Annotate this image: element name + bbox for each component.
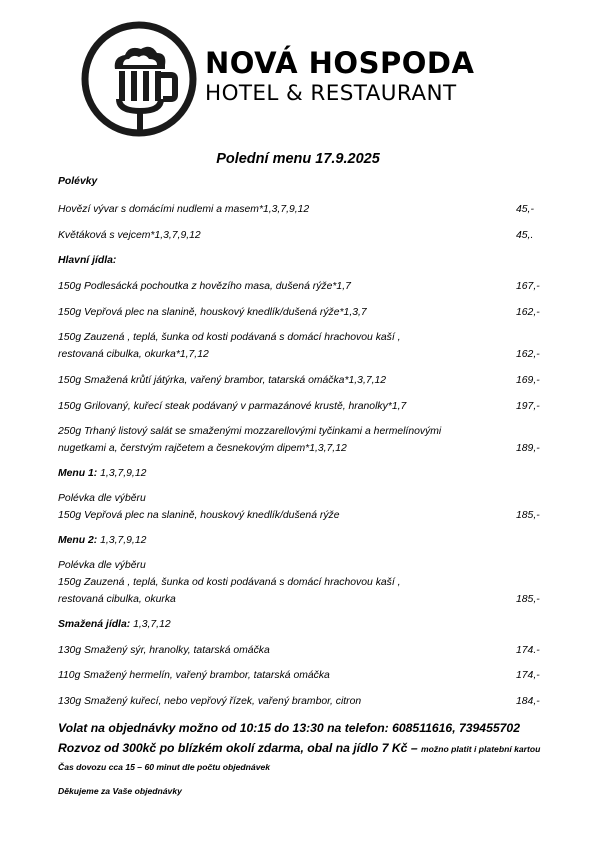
menu-item-price: 169,-: [516, 375, 540, 386]
soups-heading: Polévky: [58, 176, 98, 187]
menu1-header: [58, 469, 146, 479]
menu1-price: 185,-: [516, 510, 540, 521]
menu-item-text-cont: restovaná cibulka, okurka*1,7,12: [58, 349, 209, 360]
menu2-line: restovaná cibulka, okurka: [58, 594, 176, 605]
logo-title: NOVÁ HOSPODA: [205, 46, 475, 80]
menu-item-text: 150g Vepřová plec na slanině, houskový knedlík/dušená rýže*1,3,7: [58, 307, 367, 318]
menu-item-text: 250g Trhaný listový salát se smaženými mozzarellovými tyčinkami a hermelínovými: [58, 426, 442, 437]
delivery-note: možno platit i platební kartou: [421, 744, 541, 754]
mains-heading: Hlavní jídla:: [58, 255, 117, 266]
delivery-main: Rozvoz od 300kč po blízkém okolí zdarma, obal na jídlo 7 Kč –: [58, 741, 422, 755]
order-line: Volat na objednávky možno od 10:15 do 13:30 na telefon: 608511616, 739455702: [58, 721, 520, 735]
logo-text: [205, 46, 475, 106]
menu-item-text: 150g Smažená krůtí játýrka, vařený brambor, tatarská omáčka*1,3,7,12: [58, 375, 387, 386]
thanks-note: Děkujeme za Vaše objednávky: [58, 786, 182, 796]
menu1-allergens: 1,3,7,9,12: [97, 468, 147, 479]
menu2-line: Polévka dle výběru: [58, 560, 146, 571]
menu2-allergens: 1,3,7,9,12: [97, 535, 147, 546]
menu-item-text-cont: nugetkami a, čerstvým rajčetem a česnekovým dipem*1,3,7,12: [58, 443, 347, 454]
menu1-line: Polévka dle výběru: [58, 493, 146, 504]
fried-heading: Smažená jídla:: [58, 619, 131, 630]
delivery-line: [58, 742, 540, 755]
menu2-price: 185,-: [516, 594, 540, 605]
menu-item-text: 150g Podlesácká pochoutka z hovězího masa, dušená rýže*1,7: [58, 281, 351, 292]
menu-item-price: 197,-: [516, 401, 540, 412]
menu-item-text: 130g Smažený sýr, hranolky, tatarská omáčka: [58, 645, 270, 656]
logo-tagline: HOTEL & RESTAURANT: [205, 81, 457, 106]
beer-mug-fork-icon: [81, 21, 197, 137]
menu-item-price: 174,-: [516, 670, 540, 681]
menu-item-price: 162,-: [516, 307, 540, 318]
page-title: Polední menu 17.9.2025: [216, 151, 380, 167]
menu-item-text: 110g Smažený hermelín, vařený brambor, tatarská omáčka: [58, 670, 330, 681]
menu-item-text: 130g Smažený kuřecí, nebo vepřový řízek, vařený brambor, citron: [58, 696, 362, 707]
fried-header: [58, 620, 171, 630]
menu-item-text: Květáková s vejcem*1,3,7,9,12: [58, 230, 201, 241]
menu2-line: 150g Zauzená , teplá, šunka od kosti podávaná s domácí hrachovou kaší ,: [58, 577, 401, 588]
menu-item-price: 174.-: [516, 645, 540, 656]
logo: [81, 21, 488, 137]
menu-item-price: 189,-: [516, 443, 540, 454]
menu-item-price: 45,-: [516, 204, 534, 215]
menu-item-text: 150g Grilovaný, kuřecí steak podávaný v parmazánové krustě, hranolky*1,7: [58, 401, 407, 412]
fried-allergens: 1,3,7,12: [130, 619, 171, 630]
menu-item-text: Hovězí vývar s domácími nudlemi a masem*1,3,7,9,12: [58, 204, 310, 215]
menu-item-text: 150g Zauzená , teplá, šunka od kosti podávaná s domácí hrachovou kaší ,: [58, 332, 401, 343]
menu1-line: 150g Vepřová plec na slanině, houskový knedlík/dušená rýže: [58, 510, 340, 521]
menu-item-price: 162,-: [516, 349, 540, 360]
menu2-label: Menu 2:: [58, 535, 98, 546]
menu-item-price: 184,-: [516, 696, 540, 707]
menu2-header: [58, 536, 146, 546]
menu-item-price: 167,-: [516, 281, 540, 292]
delivery-time: Čas dovozu cca 15 – 60 minut dle počtu objednávek: [58, 762, 271, 772]
menu1-label: Menu 1:: [58, 468, 98, 479]
menu-item-price: 45,.: [516, 230, 534, 241]
